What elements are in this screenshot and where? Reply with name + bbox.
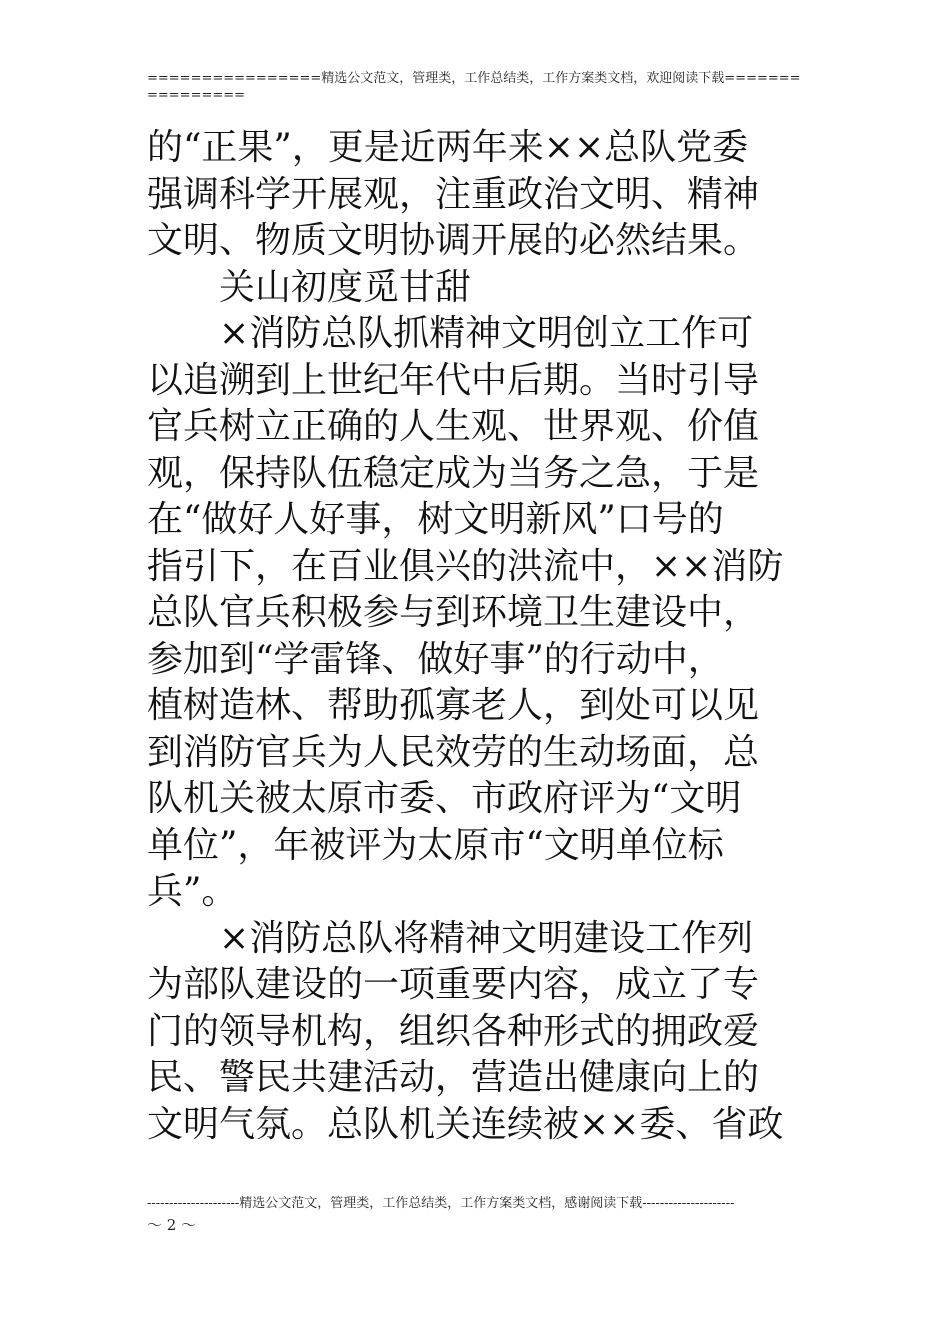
page-header-banner: ================精选公文范文，管理类，工作总结类，工作方案类文档，欢迎阅读下载================ — [147, 71, 801, 103]
text-line: 总队官兵积极参与到环境卫生建设中， — [147, 592, 760, 633]
section-heading: 关山初度觅甘甜 — [219, 266, 472, 308]
text-line: 兵”。 — [147, 871, 238, 912]
text-line: 民、警民共建活动，营造出健康向上的 — [147, 1057, 760, 1098]
page-number: ～ 2 ～ — [147, 1216, 197, 1234]
text-line: ×消防总队将精神文明建设工作列 — [219, 917, 754, 959]
text-line: 以追溯到上世纪年代中后期。当时引导 — [147, 359, 760, 401]
text-line: 强调科学开展观，注重政治文明、精神 — [147, 173, 760, 215]
text-line: 门的领导机构，组织各种形式的拥政爱 — [147, 1010, 760, 1052]
text-line: 官兵树立正确的人生观、世界观、价值 — [147, 406, 760, 447]
text-line: 植树造林、帮助孤寡老人，到处可以见 — [147, 685, 760, 726]
document-body — [147, 125, 807, 1148]
text-line: 指引下，在百业俱兴的洪流中，××消防 — [147, 545, 784, 587]
text-line: 到消防官兵为人民效劳的生动场面，总 — [147, 731, 760, 773]
text-line: 的“正果”，更是近两年来××总队党委 — [147, 127, 749, 168]
page-footer-banner: ---------------------精选公文范文，管理类，工作总结类，工作方案类文档，感谢阅读下载--------------------- — [147, 1196, 735, 1211]
text-line: 在“做好人好事，树文明新风”口号的 — [147, 499, 724, 540]
text-line: 观，保持队伍稳定成为当务之急，于是 — [147, 452, 760, 494]
text-line: 文明、物质文明协调开展的必然结果。 — [147, 220, 760, 261]
text-line: ×消防总队抓精神文明创立工作可 — [219, 313, 754, 354]
text-line: 单位”，年被评为太原市“文明单位标 — [147, 824, 724, 866]
text-line: 为部队建设的一项重要内容，成立了专 — [147, 964, 760, 1005]
text-line: 队机关被太原市委、市政府评为“文明 — [147, 778, 742, 819]
text-line: 文明气氛。总队机关连续被××委、省政 — [147, 1103, 784, 1145]
text-line: 参加到“学雷锋、做好事”的行动中， — [147, 638, 724, 680]
